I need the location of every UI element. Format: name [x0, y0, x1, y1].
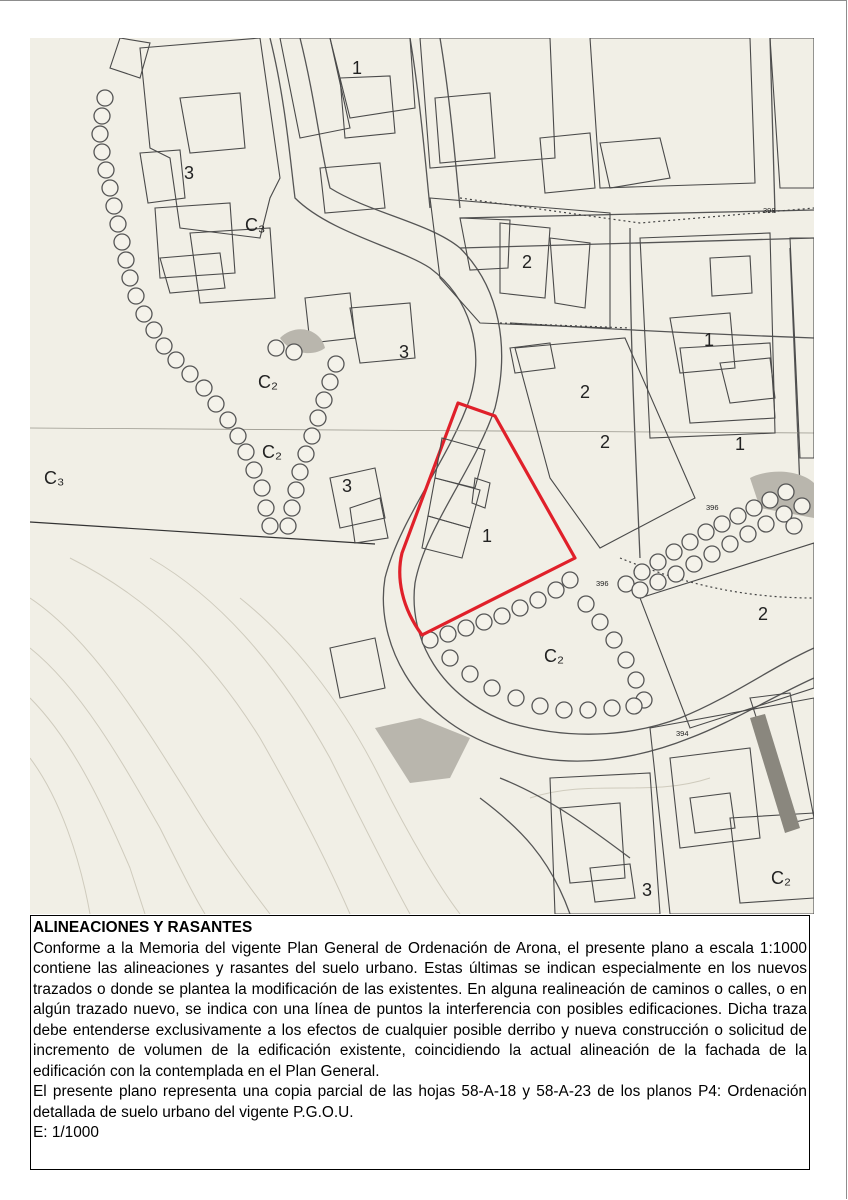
stippled-areas — [280, 329, 814, 833]
contour-lines — [30, 558, 710, 914]
label-c2-bottom: C₂ — [544, 646, 564, 666]
label-3-mid: 3 — [399, 342, 410, 362]
main-road — [30, 38, 814, 914]
zone-boundary — [30, 522, 375, 544]
label-1-parcel: 1 — [482, 526, 493, 546]
label-1-right-b: 1 — [735, 434, 746, 454]
label-c2-mid: C₂ — [262, 442, 282, 462]
label-1-top: 1 — [352, 58, 363, 78]
elevation-396-b: 396 — [596, 579, 609, 588]
label-c3-left: C₃ — [44, 468, 65, 488]
label-2-top: 2 — [522, 252, 533, 272]
label-2-b: 2 — [600, 432, 611, 452]
highlighted-parcel-outline[interactable] — [400, 403, 575, 635]
label-2-right: 2 — [758, 604, 769, 624]
building-blocks — [110, 38, 814, 914]
legend-scale: E: 1/1000 — [33, 1124, 99, 1141]
label-c3-top: C₃ — [245, 215, 266, 235]
legend-box — [30, 915, 810, 1170]
label-c2-left: C₂ — [258, 372, 278, 392]
legend-paragraph-2: El presente plano representa una copia parcial de las hojas 58-A-18 y 58-A-23 de los planos P4: Ordenación detallada de suelo urbano del vigente P.G.O.U. — [33, 1083, 807, 1121]
elevation-396-a: 396 — [706, 503, 719, 512]
elevation-394: 394 — [676, 729, 689, 738]
legend-title: ALINEACIONES Y RASANTES — [33, 919, 253, 936]
map-canvas — [30, 38, 814, 914]
label-c2-bottom-right: C₂ — [771, 868, 791, 888]
urban-plan-map[interactable] — [30, 38, 814, 914]
elevation-398: 398 — [763, 206, 776, 215]
legend-paragraph-1: Conforme a la Memoria del vigente Plan General de Ordenación de Arona, el presente plano a escala 1:1000 contiene las alineaciones y rasantes del suelo urbano. Estas últimas se indican especialmente en los nuevos trazados o donde se plantea la modificación de las existentes. En alguna realineación de caminos o calles, o en algún trazado nuevo, se indica con una línea de puntos la interferencia con posibles edificaciones. Dicha traza debe entenderse exclusivamente a los efectos de cualquier posible derribo y nueva construcción o solicitud de incremento de volumen de la edificación existente, coincidiendo la actual alineación de la fachada de la edificación con la contemplada en el Plan General. — [33, 939, 807, 1080]
label-3-bottom: 3 — [642, 880, 653, 900]
dotted-alignments — [460, 198, 814, 598]
label-3-top: 3 — [184, 163, 195, 183]
label-1-right: 1 — [704, 330, 715, 350]
label-3-left: 3 — [342, 476, 353, 496]
parcel-buildings — [422, 438, 493, 558]
label-2-a: 2 — [580, 382, 591, 402]
